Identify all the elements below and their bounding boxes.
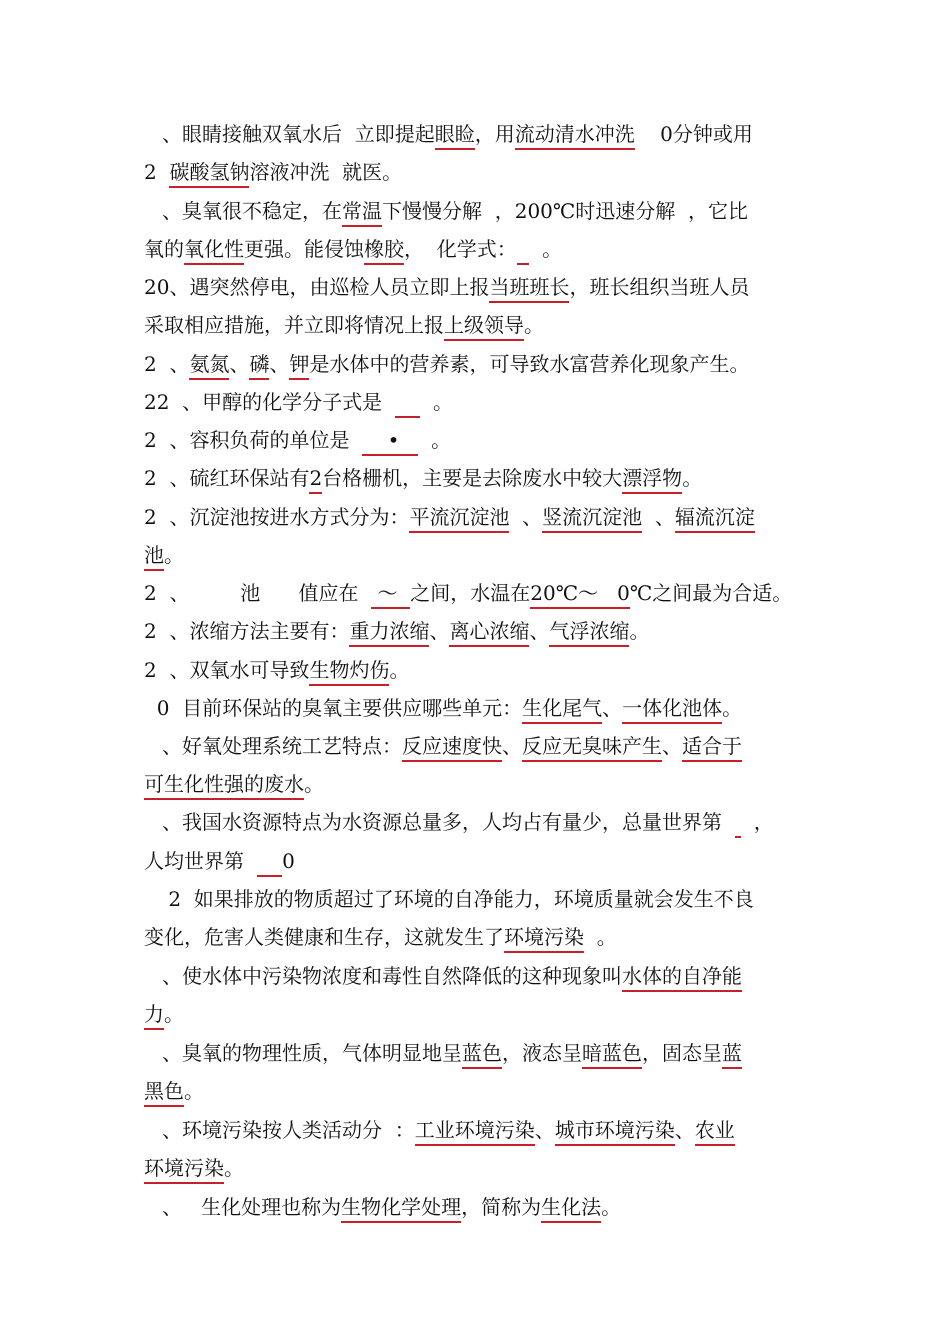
- answer-blank: 暗蓝色: [582, 1041, 642, 1069]
- answer-blank: 20℃～ 0: [530, 581, 630, 609]
- answer-blank: ～: [371, 581, 410, 609]
- question-text: 。: [601, 1195, 622, 1219]
- question-line: [144, 230, 814, 268]
- answer-blank: 反应速度快: [402, 734, 502, 762]
- question-line: [144, 306, 814, 344]
- question-text: 。: [420, 390, 454, 414]
- answer-blank: 可生化性强的废水: [144, 772, 304, 800]
- question-text: 、好氧处理系统工艺特点：: [162, 734, 402, 758]
- question-text: 2 如果排放的物质超过了环境的自净能力，环境质量就会发生不良: [162, 887, 754, 911]
- question-text: 。: [304, 772, 324, 796]
- answer-blank: 常温: [342, 199, 382, 227]
- answer-blank: 生化法: [541, 1195, 601, 1223]
- answer-blank: 气浮浓缩: [549, 619, 629, 647]
- answer-blank: 竖流沉淀池: [542, 505, 642, 533]
- question-line: [144, 918, 814, 956]
- answer-blank: 生物灼伤: [309, 658, 389, 686]
- question-text: ℃之间最为合适。: [629, 581, 793, 605]
- question-text: 更强。能侵蚀: [244, 237, 364, 261]
- answer-blank: 适合于: [682, 734, 742, 762]
- question-text: 、: [602, 696, 623, 720]
- question-line: [162, 803, 832, 841]
- question-line: [144, 1072, 814, 1110]
- question-line: [162, 957, 832, 995]
- question-text: 。: [524, 313, 544, 337]
- question-line: [144, 383, 814, 421]
- answer-blank: 平流沉淀池: [409, 505, 509, 533]
- question-line: [144, 689, 814, 727]
- question-text: 、: [429, 619, 450, 643]
- question-text: 之间，水温在: [410, 581, 531, 605]
- question-text: 22 、甲醇的化学分子式是: [144, 390, 395, 414]
- question-line: [144, 536, 814, 574]
- answer-blank: 碳酸氢钠: [169, 160, 249, 188]
- question-line: [144, 765, 814, 803]
- question-text: 。: [682, 466, 703, 490]
- answer-blank: 池: [144, 543, 164, 571]
- question-text: 2 、硫红环保站有: [144, 466, 310, 490]
- question-line: [144, 612, 814, 650]
- answer-blank: 蓝色: [462, 1041, 502, 1069]
- question-text: 、臭氧的物理性质，气体明显地呈: [162, 1041, 462, 1065]
- answer-blank: •: [362, 428, 418, 456]
- question-line: [144, 421, 814, 459]
- question-text: 人均世界第: [144, 849, 257, 873]
- question-text: 、眼睛接触双氧水后 立即提起: [162, 122, 435, 146]
- answer-blank: 当班班长: [489, 275, 569, 303]
- question-text: ，: [741, 810, 774, 834]
- answer-blank: 2: [309, 466, 322, 494]
- question-text: 。: [224, 1156, 244, 1180]
- question-line: [162, 880, 832, 918]
- answer-blank: 磷: [249, 352, 269, 380]
- question-text: 、使水体中污染物浓度和毒性自然降低的这种现象叫: [162, 964, 622, 988]
- question-text: 、: [509, 505, 543, 529]
- answer-blank: [395, 390, 420, 418]
- answer-blank: 工业环境污染: [415, 1118, 535, 1146]
- answer-blank: 眼睑: [435, 122, 475, 150]
- answer-blank: 上级领导: [444, 313, 524, 341]
- question-text: ， 化学式：: [404, 237, 517, 261]
- answer-blank: 环境污染: [144, 1156, 224, 1184]
- question-text: 2: [144, 160, 170, 184]
- question-line: [162, 115, 832, 153]
- question-text: 、环境污染按人类活动分 ：: [162, 1118, 415, 1142]
- answer-blank: 力: [144, 1002, 164, 1030]
- question-text: 。: [389, 658, 410, 682]
- answer-blank: 生物化学处理: [341, 1195, 461, 1223]
- question-text: 、: [269, 352, 290, 376]
- question-text: 、我国水资源特点为水资源总量多，人均占有量少，总量世界第: [162, 810, 735, 834]
- answer-blank: 氨氮: [189, 352, 229, 380]
- answer-blank: 辐流沉淀: [675, 505, 755, 533]
- answer-blank: 流动清水冲洗: [515, 122, 635, 150]
- answer-blank: 农业: [695, 1118, 735, 1146]
- question-line: [144, 345, 814, 383]
- question-line: [144, 153, 814, 191]
- question-text: 台格栅机，主要是去除废水中较大: [322, 466, 623, 490]
- question-line: [162, 1034, 832, 1072]
- question-line: [144, 651, 814, 689]
- question-line: [144, 842, 814, 880]
- answer-blank: 一体化池体: [622, 696, 722, 724]
- question-text: 0 目前环保站的臭氧主要供应哪些单元：: [144, 696, 523, 720]
- answer-blank: 漂浮物: [622, 466, 682, 494]
- answer-blank: 氧化性: [184, 237, 244, 265]
- question-text: 、 生化处理也称为: [162, 1195, 342, 1219]
- question-text: 溶液冲洗 就医。: [249, 160, 403, 184]
- answer-blank: 离心浓缩: [449, 619, 529, 647]
- question-text: 氧的: [144, 237, 184, 261]
- question-text: 、: [229, 352, 250, 376]
- question-text: 0: [282, 849, 295, 873]
- answer-blank: [257, 849, 282, 877]
- answer-blank: 城市环境污染: [555, 1118, 675, 1146]
- question-text: 、: [502, 734, 522, 758]
- question-text: 。: [529, 237, 563, 261]
- question-line: [162, 192, 832, 230]
- question-line: [144, 574, 814, 612]
- question-text: 。: [184, 1079, 204, 1103]
- question-text: 2 、沉淀池按进水方式分为：: [144, 505, 410, 529]
- question-text: ，固态呈: [642, 1041, 722, 1065]
- question-text: 。: [164, 543, 184, 567]
- question-line: [162, 1111, 832, 1149]
- question-line: [162, 727, 832, 765]
- question-text: 2 、双氧水可导致: [144, 658, 310, 682]
- question-text: 2 、 池 值应在: [144, 581, 372, 605]
- question-line: [144, 498, 814, 536]
- question-text: 、: [534, 1118, 555, 1142]
- question-text: ，简称为: [461, 1195, 542, 1219]
- answer-blank: 反应无臭味产生: [522, 734, 662, 762]
- question-line: [162, 1188, 832, 1226]
- question-text: 采取相应措施，并立即将情况上报: [144, 313, 444, 337]
- question-text: 。: [164, 1002, 184, 1026]
- question-text: 2 、: [144, 352, 190, 376]
- question-line: [144, 1149, 814, 1187]
- question-text: 。: [629, 619, 650, 643]
- question-text: 、臭氧很不稳定，在: [162, 199, 342, 223]
- question-text: ，班长组织当班人员: [569, 275, 750, 299]
- question-text: 。: [418, 428, 452, 452]
- question-line: [144, 995, 814, 1033]
- question-line: [144, 268, 814, 306]
- question-text: 。: [722, 696, 743, 720]
- answer-blank: 环境污染: [504, 925, 584, 953]
- question-text: 、: [529, 619, 550, 643]
- question-text: 、: [674, 1118, 695, 1142]
- answer-blank: 重力浓缩: [349, 619, 429, 647]
- question-text: 0分钟或用: [634, 122, 753, 146]
- answer-blank: 橡胶: [364, 237, 404, 265]
- question-text: ，液态呈: [502, 1041, 582, 1065]
- answer-blank: 黑色: [144, 1079, 184, 1107]
- question-text: 下慢慢分解 ，200℃时迅速分解 ，它比: [382, 199, 748, 223]
- question-line: [144, 459, 814, 497]
- answer-blank: 生化尾气: [522, 696, 602, 724]
- answer-blank: 水体的自净能: [622, 964, 742, 992]
- answer-blank: [517, 237, 530, 265]
- question-text: 20、遇突然停电，由巡检人员立即上报: [144, 275, 490, 299]
- answer-blank: 蓝: [722, 1041, 742, 1069]
- question-text: ，用: [474, 122, 515, 146]
- question-text: 是水体中的营养素，可导致水富营养化现象产生。: [309, 352, 750, 376]
- question-text: 、: [642, 505, 675, 529]
- answer-blank: 钾: [289, 352, 309, 380]
- question-text: 2 、容积负荷的单位是: [144, 428, 363, 452]
- question-text: 、: [662, 734, 682, 758]
- question-text: 变化，危害人类健康和生存，这就发生了: [144, 925, 504, 949]
- question-text: 2 、浓缩方法主要有：: [144, 619, 350, 643]
- question-text: 。: [584, 925, 617, 949]
